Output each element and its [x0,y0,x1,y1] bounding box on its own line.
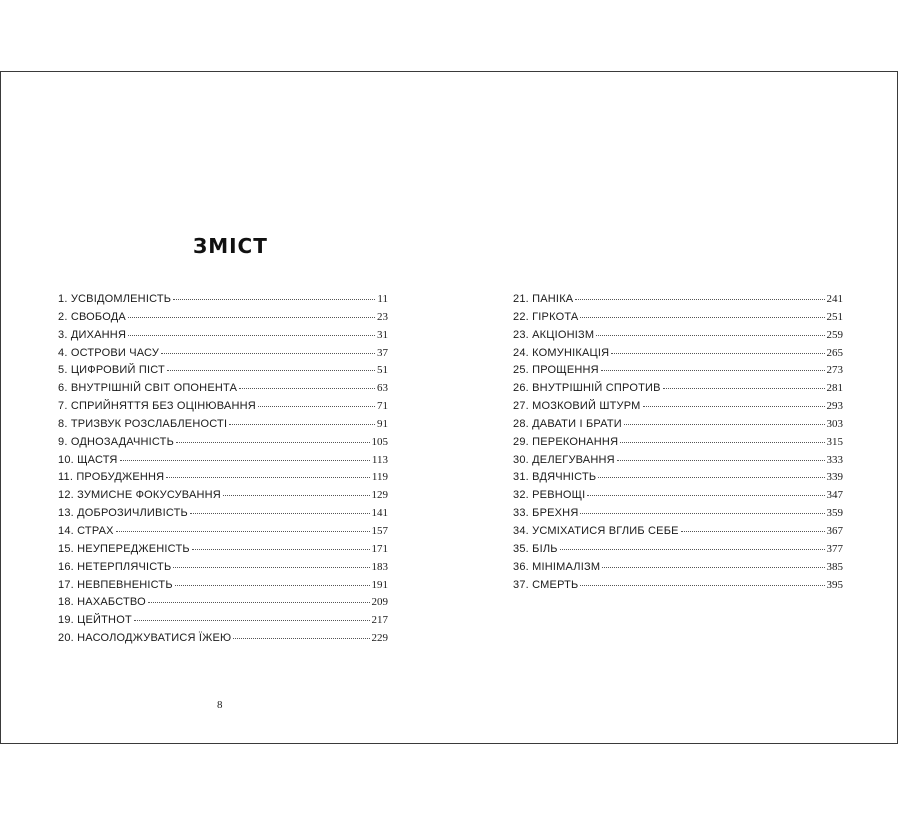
toc-entry-title: 35. БІЛЬ [513,542,558,555]
toc-entry-page: 63 [377,382,388,395]
toc-entry-title: 3. ДИХАННЯ [58,328,127,341]
toc-entry-title: 2. СВОБОДА [58,310,126,323]
toc-entry-page: 119 [371,471,388,484]
toc-entry [58,293,388,311]
toc-entry [58,471,388,489]
toc-entry-title: 37. СМЕРТЬ [513,578,579,591]
toc-entry-page: 229 [371,632,388,645]
dot-leader [148,602,370,603]
dot-leader [596,335,824,336]
toc-left-column [58,293,388,650]
dot-leader [128,335,375,336]
toc-entry-page: 303 [826,417,843,430]
toc-entry-page: 315 [826,435,843,448]
toc-entry-title: 26. ВНУТРІШНІЙ СПРОТИВ [513,382,661,395]
toc-entry [513,400,843,418]
toc-entry-page: 241 [826,293,843,305]
dot-leader [120,460,370,461]
toc-entry-title: 10. ЩАСТЯ [58,453,118,466]
dot-leader [167,370,375,371]
toc-entry-title: 30. ДЕЛЕГУВАННЯ [513,453,615,466]
toc-entry-title: 16. НЕТЕРПЛЯЧІСТЬ [58,560,172,573]
toc-entry-title: 9. ОДНОЗАДАЧНІСТЬ [58,435,175,448]
toc-entry [513,454,843,472]
toc-entry-page: 105 [371,435,388,448]
page-title: ЗМІСТ [193,234,268,258]
toc-entry [513,364,843,382]
toc-entry [58,400,388,418]
toc-entry-page: 171 [371,542,388,555]
toc-entry-title: 27. МОЗКОВИЙ ШТУРМ [513,400,641,413]
dot-leader [134,620,370,621]
dot-leader [601,370,825,371]
toc-entry-title: 4. ОСТРОВИ ЧАСУ [58,346,160,359]
dot-leader [580,585,824,586]
dot-leader [598,477,824,478]
toc-entry [513,382,843,400]
toc-entry-page: 293 [826,400,843,413]
toc-entry-page: 273 [826,364,843,377]
toc-entry [58,489,388,507]
toc-entry [513,311,843,329]
dot-leader [116,531,370,532]
toc-entry [58,311,388,329]
toc-entry-title: 5. ЦИФРОВИЙ ПІСТ [58,364,165,377]
toc-entry-title: 24. КОМУНІКАЦІЯ [513,346,610,359]
toc-entry [58,347,388,365]
dot-leader [166,477,370,478]
toc-entry-page: 183 [371,560,388,573]
toc-entry-title: 17. НЕВПЕВНЕНІСТЬ [58,578,173,591]
toc-entry-title: 1. УСВІДОМЛЕНІСТЬ [58,293,172,305]
toc-entry-title: 29. ПЕРЕКОНАННЯ [513,435,619,448]
dot-leader [233,638,369,639]
dot-leader [611,353,824,354]
toc-entry-title: 33. БРЕХНЯ [513,507,579,520]
toc-entry-page: 265 [826,346,843,359]
toc-entry-page: 129 [371,489,388,502]
toc-entry-page: 385 [826,560,843,573]
toc-entry-title: 11. ПРОБУДЖЕННЯ [58,471,165,484]
toc-entry [58,525,388,543]
toc-entry [58,596,388,614]
page-number: 8 [217,699,223,711]
toc-entry [58,614,388,632]
dot-leader [580,513,824,514]
dot-leader [173,567,369,568]
dot-leader [643,406,825,407]
toc-entry-page: 359 [826,507,843,520]
toc-entry-page: 191 [371,578,388,591]
toc-entry [513,347,843,365]
toc-entry-title: 19. ЦЕЙТНОТ [58,614,132,627]
toc-entry-page: 347 [826,489,843,502]
toc-entry-title: 28. ДАВАТИ І БРАТИ [513,417,622,430]
toc-entry-page: 23 [377,310,388,323]
toc-entry-page: 281 [826,382,843,395]
toc-entry-page: 259 [826,328,843,341]
toc-entry-title: 14. СТРАХ [58,524,114,537]
toc-entry [58,382,388,400]
dot-leader [229,424,375,425]
dot-leader [575,299,824,300]
toc-entry-title: 23. АКЦІОНІЗМ [513,328,595,341]
toc-right-column [513,293,843,596]
toc-entry-title: 31. ВДЯЧНІСТЬ [513,471,597,484]
toc-entry-title: 32. РЕВНОЩІ [513,489,586,502]
toc-entry [513,543,843,561]
toc-entry-title: 7. СПРИЙНЯТТЯ БЕЗ ОЦІНЮВАННЯ [58,400,256,413]
toc-entry-page: 209 [371,596,388,609]
toc-entry [58,507,388,525]
dot-leader [587,495,824,496]
toc-entry [513,293,843,311]
dot-leader [173,299,375,300]
toc-entry-title: 8. ТРИЗВУК РОЗСЛАБЛЕНОСТІ [58,417,228,430]
toc-entry-page: 377 [826,542,843,555]
toc-entry [513,436,843,454]
toc-entry-title: 12. ЗУМИСНЕ ФОКУСУВАННЯ [58,489,221,502]
dot-leader [176,442,369,443]
toc-entry-title: 25. ПРОЩЕННЯ [513,364,599,377]
dot-leader [175,585,370,586]
dot-leader [239,388,375,389]
dot-leader [681,531,825,532]
dot-leader [190,513,370,514]
toc-entry-title: 15. НЕУПЕРЕДЖЕНІСТЬ [58,542,190,555]
toc-entry-page: 113 [371,453,388,466]
toc-entry [58,364,388,382]
dot-leader [161,353,375,354]
dot-leader [620,442,824,443]
dot-leader [258,406,375,407]
toc-entry-page: 91 [377,417,388,430]
dot-leader [624,424,825,425]
toc-entry-page: 141 [371,507,388,520]
toc-entry [58,418,388,436]
toc-entry-page: 51 [377,364,388,377]
toc-entry-page: 217 [371,614,388,627]
toc-entry-page: 339 [826,471,843,484]
toc-entry-page: 251 [826,310,843,323]
dot-leader [663,388,825,389]
toc-entry [513,471,843,489]
toc-entry [58,436,388,454]
toc-entry-page: 71 [377,400,388,413]
dot-leader [128,317,375,318]
dot-leader [580,317,824,318]
toc-entry [58,329,388,347]
toc-entry-page: 395 [826,578,843,591]
toc-entry-title: 21. ПАНІКА [513,293,574,305]
toc-entry-title: 36. МІНІМАЛІЗМ [513,560,601,573]
toc-entry [58,543,388,561]
dot-leader [602,567,824,568]
toc-entry [513,561,843,579]
dot-leader [223,495,370,496]
toc-entry-page: 157 [371,524,388,537]
dot-leader [560,549,825,550]
toc-entry-page: 367 [826,524,843,537]
toc-entry [513,489,843,507]
toc-entry [58,454,388,472]
dot-leader [192,549,370,550]
toc-entry [58,561,388,579]
toc-entry-page: 11 [377,293,388,305]
toc-entry-page: 37 [377,346,388,359]
toc-entry [513,507,843,525]
toc-entry-title: 6. ВНУТРІШНІЙ СВІТ ОПОНЕНТА [58,382,238,395]
toc-entry [513,579,843,597]
toc-entry [513,329,843,347]
toc-entry-page: 333 [826,453,843,466]
dot-leader [617,460,825,461]
toc-entry-title: 22. ГІРКОТА [513,310,579,323]
toc-entry-title: 20. НАСОЛОДЖУВАТИСЯ ЇЖЕЮ [58,632,232,645]
toc-entry-title: 34. УСМІХАТИСЯ ВГЛИБ СЕБЕ [513,524,679,537]
toc-entry-title: 18. НАХАБСТВО [58,596,146,609]
toc-entry [58,632,388,650]
toc-entry-title: 13. ДОБРОЗИЧЛИВІСТЬ [58,507,188,520]
toc-entry [58,579,388,597]
toc-entry-page: 31 [377,328,388,341]
toc-entry [513,418,843,436]
toc-entry [513,525,843,543]
